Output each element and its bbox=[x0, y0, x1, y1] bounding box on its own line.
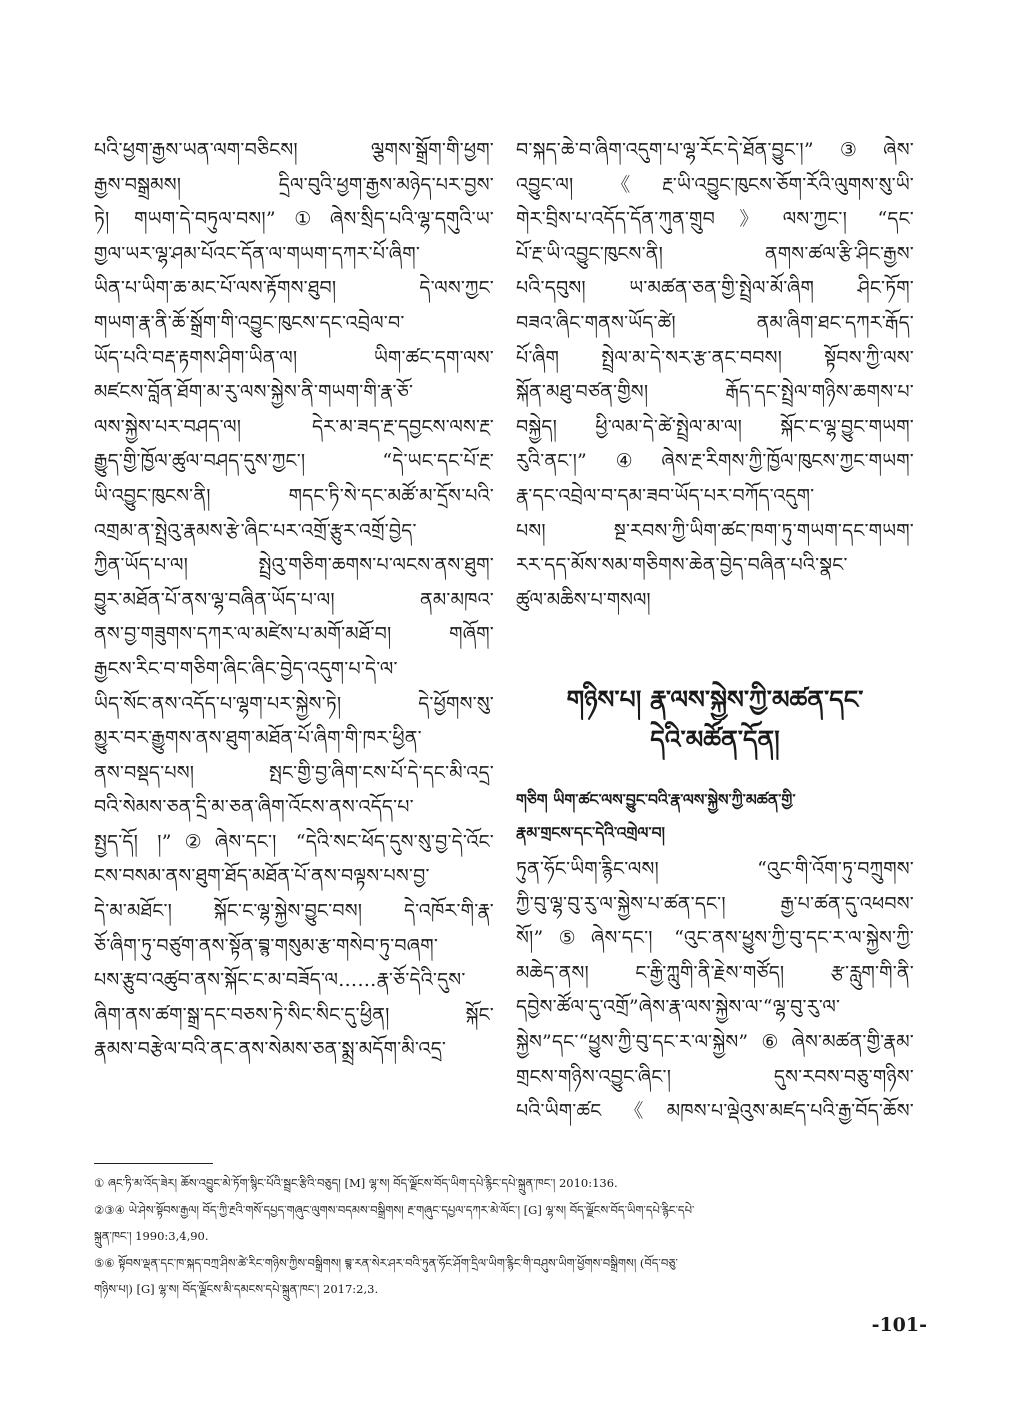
left-column-line: འགྲམ་ན་སྤྲེའུ་རྣམས་རྩེ་ཞིང་པར་འགྲོ་རྩུར་འགྲོ་བྱེད་ bbox=[94, 519, 417, 542]
left-column-line: ཀྱིན་ཡོད་པ་ལ། སྤྲེའུ་གཅིག་ཆགས་པ་ལངས་ནས་ཐུག་ bbox=[94, 554, 494, 577]
left-column-line: རྒྱུད་གྱི་ཁྱོལ་ཚུལ་བཤད་དུས་ཀྱང་། “དེ་ཡང་དང་པོ་རྔ་ bbox=[94, 450, 494, 473]
footnote-3-continued: གཉིས་པ།) [G] ལྷ་ས། བོད་ལྗོངས་མི་དམངས་དཔེ་སྐྲུན་ཁང་། 2017:2,3. bbox=[94, 1282, 379, 1296]
right-column-line: རུའི་ནང་།”④ཞེས་རྔ་རིགས་ཀྱི་ཁྱོལ་ཁུངས་ཀྱང་གཡག་ bbox=[516, 450, 914, 473]
right-column-lower-line: ཏུན་ཧོང་ཡིག་རྙིང་ལས། “འུང་གི་འོག་ཏུ་བཀྲུགས་ bbox=[516, 858, 914, 880]
left-column-line: བྱུར་མཐོན་པོ་ནས་ལྷ་བཞིན་ཡོད་པ་ལ། ནམ་མཁའ་ bbox=[94, 588, 494, 611]
right-column-line: པས། སྔ་རབས་ཀྱི་ཡིག་ཚང་ཁག་ཏུ་གཡག་དང་གཡག་ bbox=[516, 519, 914, 542]
right-column-line: འབྱུང་ལ། 《རྔ་ཡི་འབྱུང་ཁུངས་ཅོག་རོའི་ལུགས་སུ་ཡི་ bbox=[516, 173, 914, 196]
left-column-line: ཡིན་པ་ཡིག་ཆ་མང་པོ་ལས་རྟོགས་ཐུབ། དེ་ལས་ཀྱང་ bbox=[94, 277, 494, 300]
right-column-line: སྐོན་མཐུ་བཙན་གྱིས། རྒོད་དང་སྤྲེལ་གཉིས་ཆགས་པ་ bbox=[516, 381, 914, 404]
left-column-line: རྣམས་བརྩེལ་བའི་ནང་ནས་སེམས་ཅན་སྨྲ་མདོག་མི་འདྲ་ bbox=[94, 1038, 447, 1061]
left-column-line: མཛངས་བློན་ཐོག་མ་རུ་ལས་སྐྱེས་ནི་གཡག་གི་རྣ་ཅོ་ bbox=[94, 381, 414, 404]
right-column-paragraph-end: ཚུལ་མཆིས་པ་གསལ། bbox=[516, 588, 651, 611]
right-column-lower-line: དབྱེས་ཚོལ་དུ་འགྲོ”ཞེས་རྣ་ལས་སྐྱེས་ལ་“ལྷ་བུ་རུ་ལ་ bbox=[516, 996, 841, 1019]
footnote-2-continued: སྐྲུན་ཁང་། 1990:3,4,90. bbox=[94, 1229, 209, 1243]
right-column-line: བ་སྐད་ཆེ་བ་ཞིག་འདུག་པ་ལྷ་རོང་དེ་ཐོན་བྱུང་།”③ཞེས་ bbox=[516, 139, 914, 161]
right-text-column-lower bbox=[516, 852, 914, 1129]
left-column-line: ཞིག་ནས་ཚག་སྒྲ་དང་བཅས་ཏེ་སིང་སིང་དུ་ཕྱིན། སྐོང་ bbox=[94, 1003, 494, 1026]
subsection-heading bbox=[516, 784, 914, 850]
left-column-line: ངས་བསམ་ནས་ཐུག་ཐོད་མཐོན་པོ་ནས་བལྟས་པས་བྱ་ bbox=[94, 865, 430, 888]
footnote-separator bbox=[94, 1163, 213, 1164]
left-column-line: མྱུར་བར་རྒྱུགས་ནས་ཐུག་མཐོན་པོ་ཞིག་གི་ཁར་ཕྱིན་ bbox=[94, 727, 422, 750]
footnote-3: ⑤⑥ སྟོབས་ལྡན་དང་ཁ་སྐད་བཀྲ་ཤིས་ཚེ་རིང་གཉིས་ཀྱིས་བསྒྲིགས། བྲྙ་རན་སེར་ཤར་བའི་ཏུན་ཧོང་ཤོག་དྲིལ་ཡིག་རྙིང་གི་བཤུས་ཡིག་ཕྱོགས་བསྒྲིགས། (བོད་བཅུ་ bbox=[94, 1255, 678, 1270]
left-column-line: པའི་ཕྱག་རྒྱས་ཡན་ལག་བཅིངས། ལྕགས་སྒྲོག་གི་ཕྱག་ bbox=[94, 139, 494, 161]
right-column-line: རྣ་དང་འབྲེལ་བ་དམ་ཟབ་ཡོད་པར་བཀོད་འདུག་ bbox=[516, 484, 815, 507]
left-column-line: རྒྱངས་རིང་བ་གཅིག་ཞིང་ཞིང་བྱེད་འདུག་པ་དེ་ལ་ bbox=[94, 657, 398, 680]
left-column-line: ཅོ་ཞིག་ཏུ་བཙུག་ནས་སྟོན་བྲྙ་གསུམ་རྩ་གསེབ་ཏུ་བཞག་ bbox=[94, 934, 439, 957]
right-column-lower-line: སོ།”⑤ཞེས་དང་། “འུང་ནས་ཕྱུས་ཀྱི་བུ་དང་ར་ལ་སྐྱེས་ཀྱི་ bbox=[516, 927, 914, 950]
left-column-line: དེ་མ་མཐོང་། སྐོང་ང་ལྷ་སྐྱེས་བྱུང་བས། དེ་འཁོར་གི་རྣ་ bbox=[94, 900, 494, 923]
left-column-line: རྒྱས་བསྒྲམས། དྲིལ་བུའི་ཕྱག་རྒྱས་མཉེད་པར་བྱས་ bbox=[94, 173, 494, 196]
right-column-line: པའི་དབུས། ཡ་མཚན་ཅན་གྱི་སྤྲེལ་མོ་ཞིག ཤིང་ཏོག་ bbox=[516, 277, 914, 300]
section-heading-line-2: དེའི་མཚོན་དོན། bbox=[650, 725, 780, 754]
left-column-line: ནས་བསྡད་པས། སྤང་གྱི་བྱ་ཞིག་ངས་པོ་དེ་དང་མི་འདྲ་ bbox=[94, 761, 494, 784]
left-column-line: པས་རྩུབ་འཚུབ་ནས་སྐོང་ང་མ་བཟོད་ལ……རྣ་ཅོ་དེའི་དུས་ bbox=[94, 969, 466, 992]
section-heading-line-1: གཉིས་པ། རྣ་ལས་སྐྱེས་ཀྱི་མཚན་དང་ bbox=[566, 685, 864, 714]
right-column-lower-line: པའི་ཡིག་ཚང《མཁས་པ་ལྡེའུས་མཛད་པའི་རྒྱ་བོད་ཆོས་ bbox=[516, 1100, 914, 1123]
footnote-2: ②③④ ཡེ་ཤེས་སྟོབས་རྒྱལ། བོད་ཀྱི་རྔའི་གསོ་དཔྱད་གཞུང་ལུགས་བདམས་བསྒྲིགས། རྔ་གཞུང་དཔྱལ་དཀར་མེ་ལོང་། [G] ལྷ་ས། བོད་ལྗོངས་བོད་ཡིག་དཔེ་རྙིང་དཔེ་ bbox=[94, 1202, 695, 1217]
right-column-line: པོ་ཞིག སྤྲེལ་མ་དེ་སར་རྩ་ནང་བབས། སྟོབས་ཀྱི་ལས་ bbox=[516, 346, 914, 369]
right-column-line: པོ་རྔ་ཡི་འབྱུང་ཁུངས་ནི། ནགས་ཚལ་རྩི་ཤིང་རྒྱས་ bbox=[516, 242, 914, 265]
page-number: -101- bbox=[871, 1314, 927, 1336]
right-column-lower-line: གྲངས་གཉིས་འབྱུང་ཞིང་། དུས་རབས་བཅུ་གཉིས་ bbox=[516, 1065, 914, 1088]
left-column-line: གཡག་རྣ་ནི་ཆོ་སྒྲོག་གི་འབྱུང་ཁུངས་དང་འབྲེལ་བ་ bbox=[94, 311, 405, 334]
left-column-line: ཡི་འབྱུང་ཁུངས་ནི། གདང་ཏི་སེ་དང་མཚོ་མ་དྲོས་པའི་ bbox=[94, 484, 494, 507]
right-column-lower-line: ཀྱི་བུ་ལྷ་བུ་རུ་ལ་སྐྱེས་པ་ཚན་དང་། རྒྱ་པ་ཚན་དུ་འཕབས་ bbox=[516, 892, 914, 915]
left-column-line: གྱལ་ཡར་ལྷ་ཤམ་པོའང་དོན་ལ་གཡག་དཀར་པོ་ཞིག་ bbox=[94, 242, 421, 265]
left-column-line: ལས་སྐྱེས་པར་བཤད་ལ། དེར་མ་ཟད་རྔ་དབྱངས་ལས་རྔ་ bbox=[94, 415, 494, 438]
right-column-line: གེར་བྲིས་པ་འདོད་དོན་ཀུན་གྲུབ》ལས་ཀྱང་། “དང་ bbox=[516, 208, 914, 231]
footnote-1: ① ཞང་ཏི་མ་འོད་ཟེར། ཆོས་འབྱུང་མེ་ཏོག་སྙིང་པོའི་སྦྲང་རྩིའི་བཅུད། [M] ལྷ་ས། བོད་ལྗོངས་བོད་ཡིག་དཔེ་རྙིང་དཔེ་སྐྲུན་ཁང་། 2010:136. bbox=[94, 1176, 618, 1190]
left-column-line: ཡིད་སོང་ནས་འདོད་པ་ལྷག་པར་སྐྱེས་ཏེ། དེ་ཕྱོགས་སུ་ bbox=[94, 692, 494, 715]
left-column-line: བའི་སེམས་ཅན་དྲི་མ་ཅན་ཞིག་འོངས་ནས་འདོད་པ་ bbox=[94, 796, 414, 819]
left-text-column bbox=[94, 133, 494, 1067]
left-column-line: སྤྱད་དོ། །”②ཞེས་དང་། “དེའི་སང་ཕོད་དུས་སུ་བྱ་དེ་འོང་ bbox=[94, 830, 494, 853]
left-column-line: ཡོད་པའི་བརྡ་རྟགས་ཤིག་ཡིན་ལ། ཡིག་ཚང་དག་ལས་ bbox=[94, 346, 494, 369]
right-column-lower-line: མཆེད་ནས། ང་རྒྱི་ཀླུགི་ནི་རྗེས་གཙོད། རྩ་རླུག་གི་ནི་ bbox=[516, 961, 914, 984]
left-column-line: ཏེ། གཡག་དེ་བཏུལ་བས།”①ཞེས་སྲིད་པའི་ལྷ་དགུའི་ཡ་ bbox=[94, 208, 494, 231]
subsection-heading-line-2: རྣམ་གྲངས་དང་དེའི་འགྲེལ་བ། bbox=[516, 824, 666, 842]
subsection-heading-line-1: གཅིག ཡིག་ཚང་ལས་བྱུང་བའི་རྣ་ལས་སྐྱེས་ཀྱི་མཚན་གྱི་ bbox=[516, 791, 796, 809]
section-heading bbox=[516, 680, 914, 760]
right-column-lower-line: སྐྱེས”དང་“ཕྱུས་ཀྱི་བུ་དང་ར་ལ་སྐྱེས”⑥ཞེས་མཚན་གྱི་རྣམ་ bbox=[516, 1030, 914, 1053]
right-column-line: བཟའ་ཞིང་གནས་ཡོད་ཚེ། ནམ་ཞིག་ཐང་དཀར་རྒོད་ bbox=[516, 311, 914, 334]
right-column-line: རར་དད་མོས་སམ་གཅིགས་ཆེན་བྱེད་བཞིན་པའི་སྣང་ bbox=[516, 554, 848, 577]
footnotes bbox=[94, 1170, 916, 1303]
right-text-column bbox=[516, 133, 914, 617]
left-column-line: ནས་བྱ་གཟུགས་དཀར་ལ་མཛེས་པ་མགོ་མཐོ་བ། གཞོག་ bbox=[94, 623, 494, 646]
right-column-line: བསྐྱེད། ཕྱི་ལམ་དེ་ཚེ་སྤྲེལ་མ་ལ། སྐོང་ང་ལྷ་བྱུང་གཡག་ bbox=[516, 415, 914, 438]
